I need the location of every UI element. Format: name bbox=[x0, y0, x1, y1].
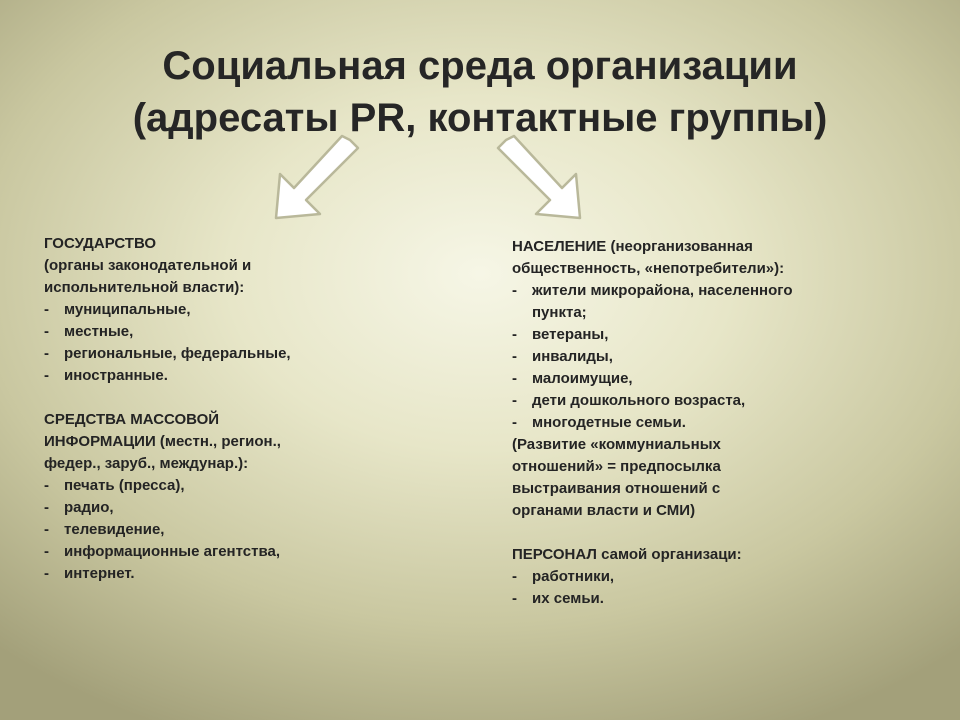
list-item bbox=[512, 280, 872, 302]
section-gap bbox=[512, 522, 872, 544]
list-item bbox=[512, 368, 872, 390]
list-item bbox=[512, 346, 872, 368]
list-dash: - bbox=[512, 370, 517, 387]
population-heading-line-1: НАСЕЛЕНИЕ (неорганизованная bbox=[512, 238, 753, 255]
list-item bbox=[44, 365, 374, 387]
right-column bbox=[512, 236, 872, 610]
list-dash: - bbox=[44, 543, 49, 560]
list-item bbox=[44, 343, 374, 365]
list-dash: - bbox=[512, 392, 517, 409]
list-item bbox=[512, 324, 872, 346]
list-item bbox=[44, 519, 374, 541]
list-dash: - bbox=[44, 477, 49, 494]
list-dash: - bbox=[44, 345, 49, 362]
list-item-text: региональные, федеральные, bbox=[64, 345, 291, 362]
list-item-text: работники, bbox=[532, 568, 615, 585]
media-section bbox=[44, 409, 374, 585]
media-heading-line-2: ИНФОРМАЦИИ (местн., регион., bbox=[44, 433, 281, 450]
list-item bbox=[44, 299, 374, 321]
state-subheading-line-2: испольнительной власти): bbox=[44, 279, 245, 296]
list-dash: - bbox=[512, 568, 517, 585]
list-item-text: инвалиды, bbox=[532, 348, 613, 365]
list-item bbox=[512, 588, 872, 610]
list-dash: - bbox=[44, 565, 49, 582]
list-dash: - bbox=[512, 590, 517, 607]
population-section bbox=[512, 236, 872, 522]
list-dash: - bbox=[44, 521, 49, 538]
population-note-line-1: (Развитие «коммуниальных bbox=[512, 436, 721, 453]
media-heading-line-3: федер., заруб., междунар.): bbox=[44, 455, 249, 472]
list-item-text: ветераны, bbox=[532, 326, 609, 343]
population-note-line-4: органами власти и СМИ) bbox=[512, 502, 696, 519]
list-item-text: телевидение, bbox=[64, 521, 165, 538]
staff-heading: ПЕРСОНАЛ самой организаци: bbox=[512, 546, 742, 563]
list-item bbox=[512, 390, 872, 412]
population-note-line-2: отношений» = предпосылка bbox=[512, 458, 721, 475]
list-dash: - bbox=[512, 282, 517, 299]
list-dash: - bbox=[44, 367, 49, 384]
staff-section bbox=[512, 544, 872, 610]
list-dash: - bbox=[44, 301, 49, 318]
list-item bbox=[44, 475, 374, 497]
list-item-text: муниципальные, bbox=[64, 301, 191, 318]
list-dash: - bbox=[512, 414, 517, 431]
state-subheading-line-1: (органы законодательной и bbox=[44, 257, 252, 274]
list-item-continuation: пункта; bbox=[532, 304, 587, 321]
list-item-text: жители микрорайона, населенного bbox=[532, 282, 793, 299]
list-dash: - bbox=[512, 348, 517, 365]
left-column bbox=[44, 233, 374, 585]
list-dash: - bbox=[512, 326, 517, 343]
title-line-1: Социальная среда организации bbox=[162, 44, 798, 88]
arrow-down-left-icon bbox=[262, 130, 362, 225]
list-item-text: малоимущие, bbox=[532, 370, 633, 387]
list-item bbox=[512, 566, 872, 588]
list-item-text: печать (пресса), bbox=[64, 477, 185, 494]
list-item-text: информационные агентства, bbox=[64, 543, 280, 560]
state-heading: ГОСУДАРСТВО bbox=[44, 235, 157, 252]
title-line-2: (адресаты PR, контактные группы) bbox=[132, 96, 828, 140]
list-item bbox=[44, 497, 374, 519]
media-heading-line-1: СРЕДСТВА МАССОВОЙ bbox=[44, 411, 220, 428]
list-item bbox=[44, 541, 374, 563]
population-heading-line-2: общественность, «непотребители»): bbox=[512, 260, 785, 277]
state-section bbox=[44, 233, 374, 387]
section-gap bbox=[44, 387, 374, 409]
list-item-text: дети дошкольного возраста, bbox=[532, 392, 746, 409]
list-item-text: иностранные. bbox=[64, 367, 168, 384]
list-item-text: радио, bbox=[64, 499, 114, 516]
list-item-text: местные, bbox=[64, 323, 134, 340]
list-item-text: многодетные семьи. bbox=[532, 414, 686, 431]
list-item bbox=[512, 412, 872, 434]
list-dash: - bbox=[44, 323, 49, 340]
list-item-text: их семьи. bbox=[532, 590, 604, 607]
list-item bbox=[44, 563, 374, 585]
arrow-down-right-icon bbox=[494, 130, 594, 225]
slide-title bbox=[0, 40, 960, 144]
population-note-line-3: выстраивания отношений с bbox=[512, 480, 721, 497]
list-item-text: интернет. bbox=[64, 565, 135, 582]
list-item bbox=[44, 321, 374, 343]
list-dash: - bbox=[44, 499, 49, 516]
